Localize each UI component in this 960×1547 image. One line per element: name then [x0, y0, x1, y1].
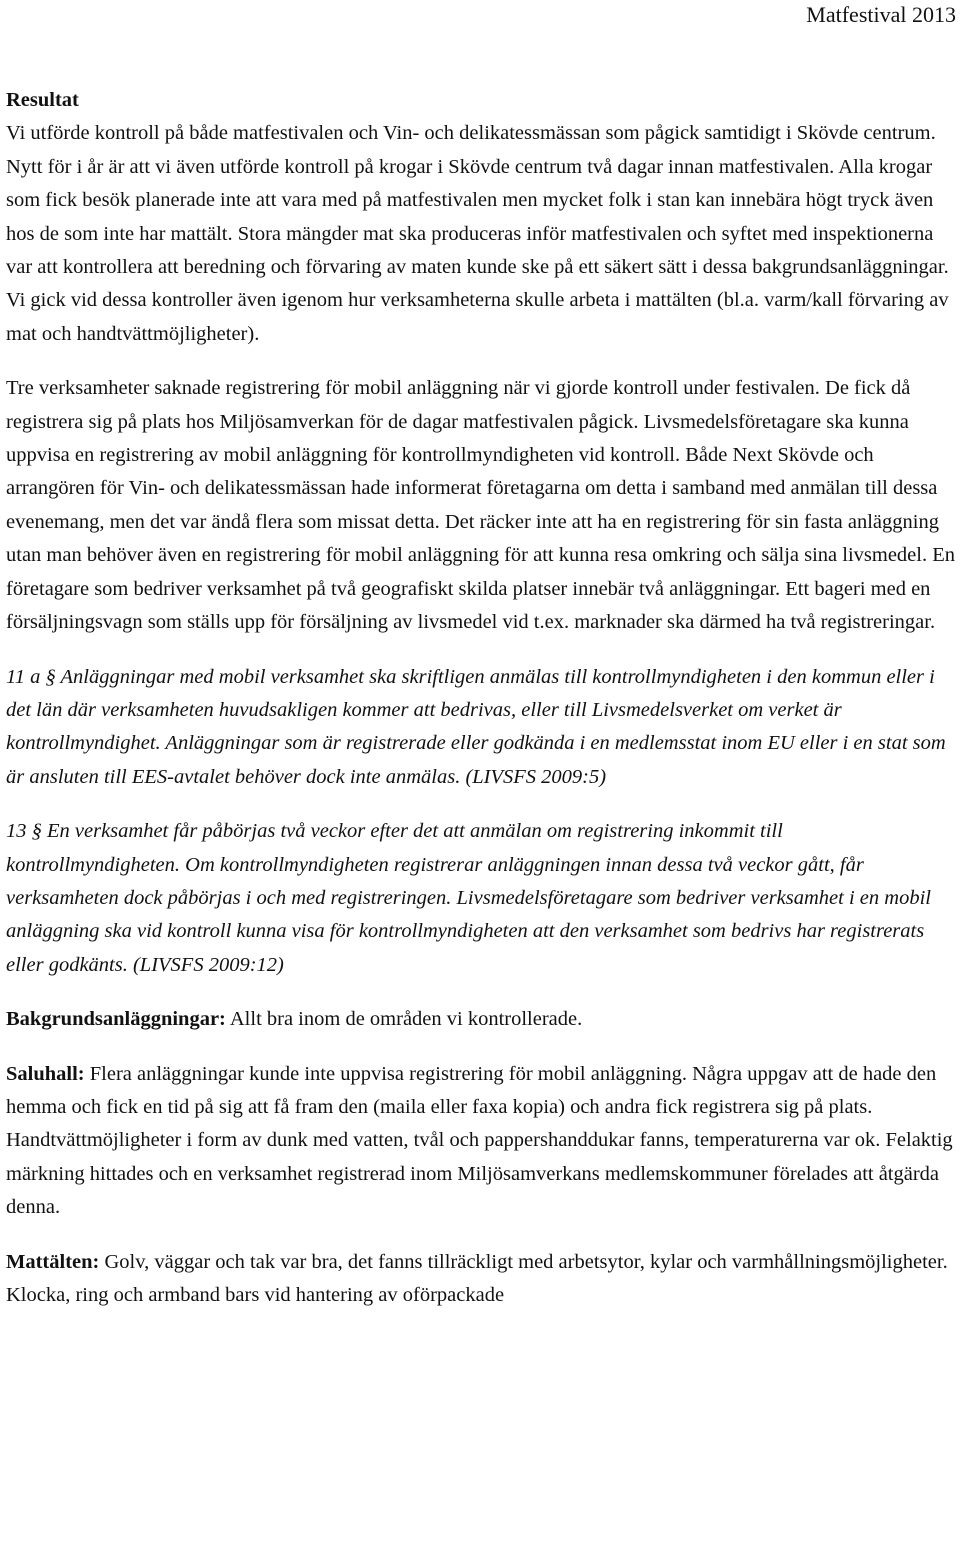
paragraph-registration: Tre verksamheter saknade registrering för mobil anläggning när vi gjorde kontroll under festivalen. De fick då registrera sig på plats hos Miljösamverkan för de dagar matfestivalen pågick. Livsmedelsföretagare ska kunna uppvisa en registrering av mobil anläggning för kontrollmyndigheten vid kontroll. Både Next Skövde och arrangören för Vin- och delikatessmässan hade informerat företagarna om detta i samband med anmälan till dessa evenemang, men det var ändå flera som missat detta. Det räcker inte att ha en registrering för sin fasta anläggning utan man behöver även en registrering för mobil anläggning för att kunna resa omkring och sälja sina livsmedel. En företagare som bedriver verksamhet på två geografiskt skilda platser innebär två anläggningar. Ett bageri med en försäljningsvagn som ställs upp för försäljning av livsmedel vid t.ex. marknader ska därmed ha två registreringar. — [6, 377, 955, 634]
paragraph-bakgrund — [6, 1003, 956, 1036]
paragraph-intro: Vi utförde kontroll på både matfestivalen och Vin- och delikatessmässan som pågick samtidigt i Skövde centrum. Nytt för i år är att vi även utförde kontroll på krogar i Skövde centrum två dagar innan matfestivalen. Alla krogar som fick besök planerade inte att vara med på matfestivalen men mycket folk i stan kan innebära högt tryck även hos de som inte har mattält. Stora mängder mat ska produceras inför matfestivalen och syftet med inspektionerna var att kontrollera att beredning och förvaring av maten kunde ske på ett säkert sätt i dessa bakgrundsanläggningar. Vi gick vid dessa kontroller även igenom hur verksamheterna skulle arbeta i mattälten (bl.a. varm/kall förvaring av mat och handtvättmöjligheter). — [6, 122, 949, 345]
law-quote-13: 13 § En verksamhet får påbörjas två veckor efter det att anmälan om registrering inkommit till kontrollmyndigheten. Om kontrollmyndigheten registrerar anläggningen innan dessa två veckor gått, får verksamheten dock påbörjas i och med registreringen. Livsmedelsföretagare som bedriver verksamhet i en mobil anläggning ska vid kontroll kunna visa för kontrollmyndigheten att den verksamhet som bedrivs har registrerats eller godkänts. (LIVSFS 2009:12) — [6, 820, 931, 976]
paragraph-saluhall — [6, 1058, 956, 1225]
saluhall-label: Saluhall: — [6, 1062, 85, 1085]
paragraph-mattalten — [6, 1246, 956, 1313]
bakgrund-text: Allt bra inom de områden vi kontrollerade. — [225, 1008, 583, 1031]
document-body — [6, 84, 956, 1312]
section-heading: Resultat — [6, 89, 79, 111]
bakgrund-label: Bakgrundsanläggningar: — [6, 1008, 226, 1031]
page-header: Matfestival 2013 — [806, 2, 956, 27]
mattalten-text: Golv, väggar och tak var bra, det fanns tillräckligt med arbetsytor, kylar och varmhållningsmöjligheter. Klocka, ring och armband bars vid hantering av oförpackade — [6, 1250, 948, 1306]
saluhall-text: Flera anläggningar kunde inte uppvisa registrering för mobil anläggning. Några uppgav att de hade den hemma och fick en tid på sig att få fram den (maila eller faxa kopia) och andra fick registrera sig på plats. Handtvättmöjligheter i form av dunk med vatten, tvål och pappershanddukar fanns, temperaturerna var ok. Felaktig märkning hittades och en verksamhet registrerad inom Miljösamverkans medlemskommuner förelades att åtgärda denna. — [6, 1062, 953, 1219]
law-quote-11a: 11 a § Anläggningar med mobil verksamhet ska skriftligen anmälas till kontrollmyndigheten i den kommun eller i det län där verksamheten huvudsakligen kommer att bedrivas, eller till Livsmedelsverket om verket är kontrollmyndighet. Anläggningar som är registrerade eller godkända i en medlemsstat inom EU eller i en stat som är ansluten till EES-avtalet behöver dock inte anmälas. (LIVSFS 2009:5) — [6, 665, 946, 788]
mattalten-label: Mattälten: — [6, 1250, 100, 1273]
